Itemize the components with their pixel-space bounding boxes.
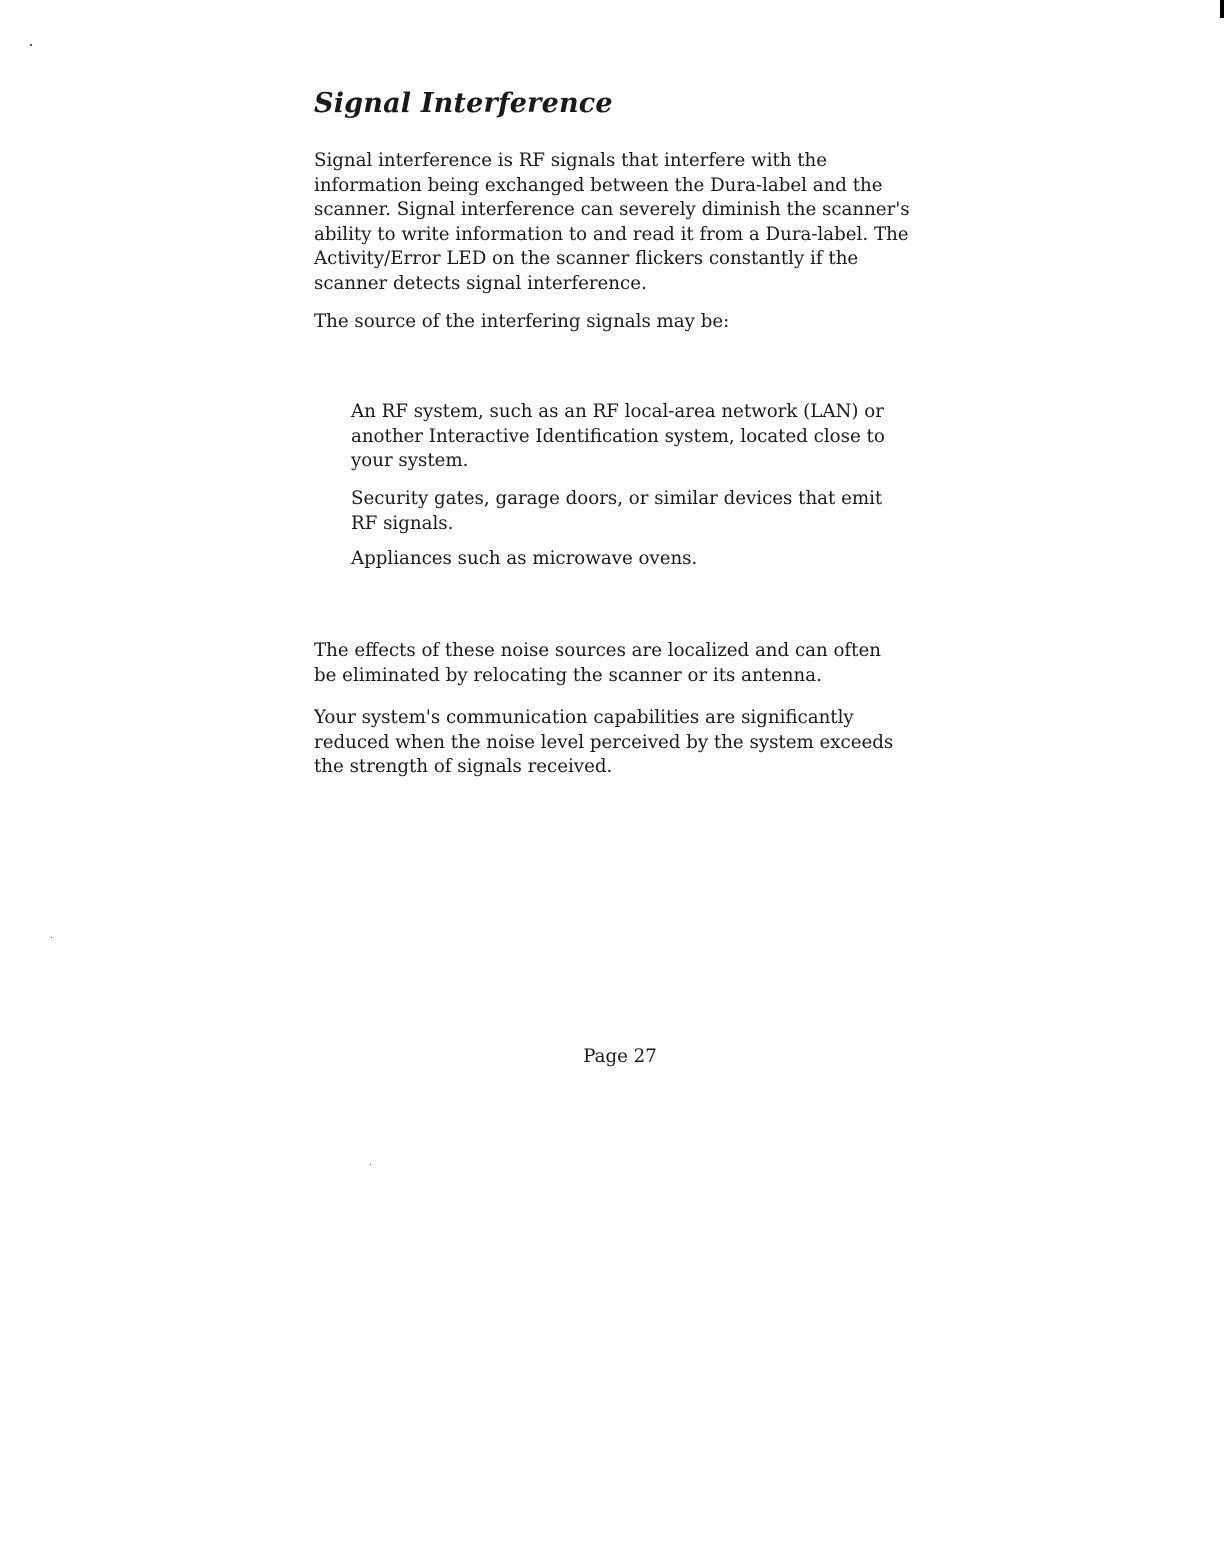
scan-speck — [30, 44, 32, 46]
page-number: Page 27 — [583, 1046, 657, 1067]
sources-lead-paragraph: The source of the interfering signals may be: — [314, 311, 730, 332]
effects-paragraph: The effects of these noise sources are localized and can often be eliminated by relocating the scanner or its antenna. — [314, 640, 881, 686]
scan-speck — [51, 937, 52, 938]
scan-edge-mark — [1220, 0, 1224, 18]
scan-speck — [370, 1164, 371, 1165]
intro-paragraph: Signal interference is RF signals that interfere with the information being exchanged between the Dura-label and the scanner. Signal interference can severely diminish the scanner's ability to write information to and read it from a Dura-label. The Activity/Error LED on the scanner flickers constantly if the scanner detects signal interference. — [314, 150, 910, 294]
section-heading: Signal Interference — [314, 88, 613, 119]
source-item-appliances: Appliances such as microwave ovens. — [351, 548, 698, 569]
source-item-security-gates: Security gates, garage doors, or similar devices that emit RF signals. — [351, 488, 883, 534]
capabilities-paragraph: Your system's communication capabilities are significantly reduced when the noise level perceived by the system exceeds the strength of signals received. — [314, 707, 894, 777]
source-item-rf-system: An RF system, such as an RF local-area network (LAN) or another Interactive Identification system, located close to your system. — [351, 401, 885, 471]
